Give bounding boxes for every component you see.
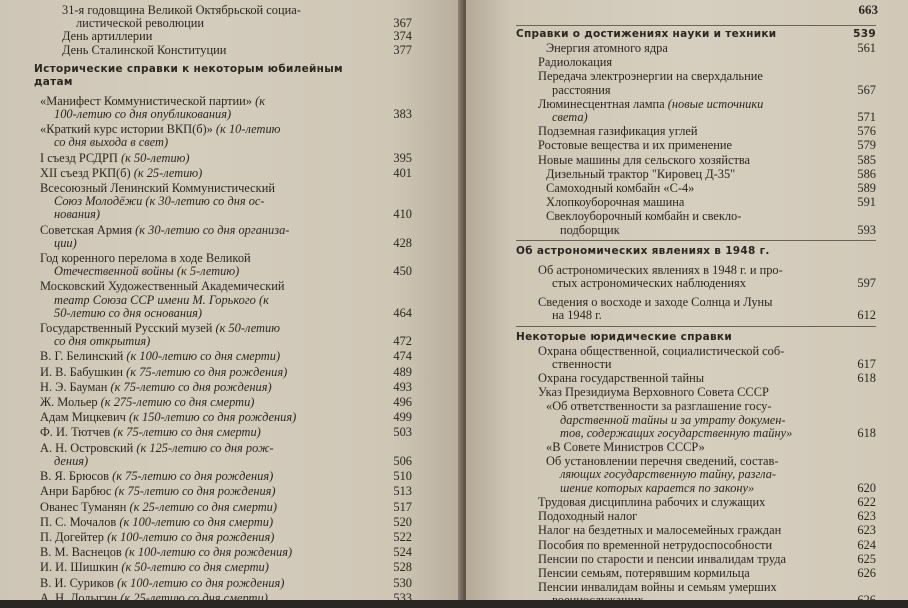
toc-entry-note: (к 75-летию со дня рождения)	[112, 469, 274, 484]
toc-entry-title: Всесоюзный Ленинский Коммунистический	[40, 181, 275, 196]
toc-entry-title: Подземная газификация углей	[538, 124, 698, 139]
toc-entry	[40, 501, 412, 514]
toc-entry-title: В. М. Васнецов (к 100-летию со дня рождения)	[40, 545, 293, 560]
toc-entry-note: (к 25-летию)	[133, 165, 203, 180]
toc-page-number: 464	[393, 305, 412, 320]
toc-page-number: 410	[393, 207, 412, 222]
toc-entry	[40, 531, 412, 544]
toc-entry-title: Пособия по временной нетрудоспособности	[538, 537, 773, 552]
toc-entry-continuation: со дня выхода в свет)	[54, 135, 169, 150]
toc-entry-note: (к 100-летию со дня смерти)	[126, 349, 281, 364]
toc-page-number: 493	[393, 379, 412, 394]
toc-entry	[516, 168, 876, 181]
toc-page-number: 517	[393, 499, 412, 514]
toc-entry-title: Н. Э. Бауман (к 75-летию со дня рождения)	[40, 379, 272, 394]
toc-entry-title: И. И. Шишкин (к 50-летию со дня смерти)	[40, 560, 269, 575]
toc-entry-title: Передача электроэнергии на сверхдальние	[538, 69, 763, 84]
toc-entry-title: XII съезд РКП(б) (к 25-летию)	[40, 165, 203, 180]
toc-entry-title: Радиолокация	[538, 55, 613, 70]
section-rule	[516, 326, 876, 327]
toc-entry-title: Указ Президиума Верховного Совета СССР	[538, 385, 769, 400]
toc-page-number: 367	[393, 16, 412, 31]
toc-entry-title: В. Я. Брюсов (к 75-летию со дня рождения)	[40, 469, 274, 484]
toc-entry-title: День артиллерии	[62, 29, 153, 44]
toc-entry-note: (к 50-летию	[215, 321, 280, 336]
toc-entry	[40, 30, 412, 43]
toc-entry-title: Ованес Туманян (к 25-летию со дня смерти)	[40, 499, 277, 514]
toc-entry-title: «Краткий курс истории ВКП(б)» (к 10-летию	[40, 122, 281, 137]
toc-page-number: 395	[393, 150, 412, 165]
toc-page-number: 472	[393, 334, 412, 349]
toc-entry	[40, 592, 412, 605]
toc-page-number: 533	[393, 590, 412, 605]
section-rule	[516, 240, 876, 241]
toc-page-number: 589	[857, 181, 876, 196]
toc-entry-continuation: ляющих государственную тайну, разгла-	[560, 467, 777, 482]
toc-entry	[516, 264, 876, 290]
toc-entry-continuation: подборщик	[560, 222, 620, 237]
section-heading	[516, 28, 876, 41]
toc-entry-title: Год коренного перелома в ходе Великой	[40, 251, 251, 266]
toc-entry-title: В. Г. Белинский (к 100-летию со дня смерти)	[40, 349, 281, 364]
toc-entry-continuation: 100-летию со дня опубликования)	[54, 107, 232, 122]
toc-entry	[516, 539, 876, 552]
toc-page-number: 383	[393, 107, 412, 122]
toc-page-number: 506	[393, 453, 412, 468]
toc-entry-continuation: расстояния	[552, 82, 611, 97]
toc-page-number: 618	[857, 371, 876, 386]
toc-page-number: 622	[857, 494, 876, 509]
toc-entry-title: Сведения о восходе и заходе Солнца и Луны	[538, 295, 773, 310]
toc-entry-continuation: 50-летию со дня основания)	[54, 305, 203, 320]
toc-entry-title: Свеклоуборочный комбайн и свекло-	[546, 209, 742, 224]
toc-entry	[516, 524, 876, 537]
toc-entry-title: 31-я годовщина Великой Октябрьской социа-	[62, 3, 301, 17]
toc-entry-note: (к 100-летию со дня рождения)	[107, 529, 275, 544]
toc-entry-continuation: со дня открытия)	[54, 334, 151, 349]
toc-entry	[516, 372, 876, 385]
toc-entry	[516, 567, 876, 580]
toc-page-number: 593	[857, 222, 876, 237]
toc-page-number: 626	[857, 565, 876, 580]
toc-entry-title: Государственный Русский музей (к 50-летию	[40, 321, 280, 336]
toc-entry-title: Пенсии инвалидам войны и семьям умерших	[538, 580, 777, 595]
section-heading: Об астрономических явлениях в 1948 г.	[516, 244, 770, 257]
toc-page-number: 450	[393, 264, 412, 279]
toc-entry	[516, 139, 876, 152]
toc-page-number: 489	[393, 364, 412, 379]
toc-entry-note: (к 125-летию со дня рож-	[136, 440, 274, 455]
toc-entry	[40, 4, 412, 30]
toc-page-number: 513	[393, 484, 412, 499]
toc-page-number: 617	[857, 356, 876, 371]
toc-entry-title: Подоходный налог	[538, 509, 638, 524]
toc-entry	[40, 44, 412, 57]
toc-page-number: 597	[857, 276, 876, 291]
toc-entry	[40, 366, 412, 379]
toc-entry	[516, 42, 876, 55]
toc-entry-continuation: Союз Молодёжи (к 30-летию со дня ос-	[54, 194, 265, 209]
toc-entry-title: Советская Армия (к 30-летию со дня организа-	[40, 222, 290, 237]
right-toc-column	[516, 22, 876, 608]
toc-entry	[40, 95, 412, 121]
toc-page-number: 377	[393, 42, 412, 57]
toc-entry-title: Охрана общественной, социалистической соб-	[538, 343, 785, 358]
left-toc-column	[34, 3, 412, 605]
toc-entry	[40, 167, 412, 180]
toc-entry-title: I съезд РСДРП (к 50-летию)	[40, 150, 190, 165]
toc-entry-note: (к 50-летию со дня смерти)	[121, 560, 269, 575]
toc-entry-title: А. Н. Лодыгин (к 25-летию со дня смерти)	[40, 590, 268, 605]
toc-entry	[40, 561, 412, 574]
toc-entry-note: (новые источники	[667, 96, 764, 111]
toc-entry-continuation: на 1948 г.	[552, 308, 602, 323]
toc-entry	[516, 70, 876, 96]
toc-page-number: 539	[853, 28, 876, 40]
toc-entry-continuation: тов, содержащих государственную тайну»	[560, 425, 793, 440]
toc-entry	[40, 411, 412, 424]
toc-entry	[40, 224, 412, 250]
toc-page-number: 499	[393, 410, 412, 425]
toc-entry	[40, 381, 412, 394]
toc-page-number: 626	[857, 593, 876, 608]
toc-entry-title: Дизельный трактор "Кировец Д-35"	[546, 166, 736, 181]
toc-page-number: 522	[393, 529, 412, 544]
toc-entry-note: (к 10-летию	[215, 122, 281, 137]
toc-entry-note: (к 275-летию со дня смерти)	[100, 395, 255, 410]
toc-entry-title: «В Совете Министров СССР»	[546, 440, 705, 455]
toc-entry-title: И. В. Бабушкин (к 75-летию со дня рождения)	[40, 364, 288, 379]
toc-entry-note: (к	[255, 93, 266, 108]
toc-entry-note: (к 50-летию)	[120, 150, 190, 165]
toc-page-number: 591	[857, 195, 876, 210]
toc-page-number: 576	[857, 124, 876, 139]
toc-page-number: 561	[857, 41, 876, 55]
toc-entry	[40, 322, 412, 348]
toc-entry-title: «Манифест Коммунистической партии» (к	[40, 93, 266, 108]
toc-entry-note: (к 100-летию со дня рождения)	[124, 545, 293, 560]
toc-entry	[40, 442, 412, 468]
toc-entry-note: (к 25-летию со дня смерти)	[120, 590, 268, 605]
toc-entry	[40, 152, 412, 165]
toc-entry-title: Об астрономических явлениях в 1948 г. и про-	[538, 262, 783, 277]
toc-entry	[40, 396, 412, 409]
toc-entry-continuation: листической революции	[76, 16, 205, 31]
toc-entry-note: (к 30-летию со дня организа-	[135, 222, 290, 237]
toc-entry-title: «Об ответственности за разглашение госу-	[546, 399, 772, 414]
toc-entry-title: Пенсии по старости и пенсии инвалидам труда	[538, 551, 787, 566]
toc-entry	[516, 154, 876, 167]
toc-entry-title: Адам Мицкевич (к 150-летию со дня рождения)	[40, 410, 297, 425]
toc-entry-note: (к 25-летию со дня смерти)	[129, 499, 277, 514]
toc-entry	[40, 470, 412, 483]
toc-entry	[516, 345, 876, 371]
right-page	[466, 0, 908, 608]
toc-entry	[516, 386, 876, 399]
toc-entry-note: (к 75-летию со дня рождения)	[126, 364, 288, 379]
toc-entry	[40, 280, 412, 320]
toc-entry-title: Охрана государственной тайны	[538, 371, 705, 386]
toc-entry-title: Энергия атомного ядра	[546, 41, 668, 55]
section-title: Справки о достижениях науки и техники	[516, 28, 777, 40]
toc-entry	[40, 546, 412, 559]
toc-entry	[516, 196, 876, 209]
toc-entry	[516, 510, 876, 523]
toc-page-number: 401	[393, 165, 412, 180]
toc-entry	[40, 350, 412, 363]
toc-entry-continuation: нования)	[54, 207, 101, 222]
toc-entry	[516, 455, 876, 495]
toc-entry-title: Самоходный комбайн «С-4»	[546, 181, 695, 196]
toc-entry-title: Московский Художественный Академический	[40, 279, 285, 294]
toc-entry	[516, 581, 876, 607]
toc-page-number: 530	[393, 575, 412, 590]
toc-page-number: 620	[857, 480, 876, 495]
toc-entry-note: (к 100-летию со дня рождения)	[117, 575, 285, 590]
toc-page-number: 567	[857, 82, 876, 97]
toc-entry-note: (к 100-летию со дня смерти)	[119, 514, 274, 529]
toc-page-number: 510	[393, 469, 412, 484]
toc-entry	[40, 516, 412, 529]
toc-entry-continuation: театр Союза ССР имени М. Горького (к	[54, 292, 269, 307]
toc-entry	[40, 182, 412, 222]
toc-page-number: 623	[857, 509, 876, 524]
toc-entry	[516, 125, 876, 138]
toc-page-number: 524	[393, 545, 412, 560]
toc-entry-continuation: шение которых карается по закону»	[560, 480, 755, 495]
toc-entry	[40, 485, 412, 498]
toc-entry-title: День Сталинской Конституции	[62, 42, 227, 57]
toc-entry-title: Трудовая дисциплина рабочих и служащих	[538, 494, 766, 509]
toc-entry	[516, 56, 876, 69]
toc-entry-title: Пенсии семьям, потерявшим кормильца	[538, 565, 750, 580]
toc-page-number: 528	[393, 560, 412, 575]
toc-entry	[516, 553, 876, 566]
toc-page-number: 585	[857, 152, 876, 167]
toc-entry-title: В. И. Суриков (к 100-летию со дня рождения)	[40, 575, 285, 590]
toc-entry	[516, 441, 876, 454]
toc-entry-continuation: военнослужащих	[552, 593, 644, 608]
toc-page-number: 496	[393, 395, 412, 410]
toc-entry	[40, 426, 412, 439]
toc-page-number: 520	[393, 514, 412, 529]
toc-entry-continuation: Отечественной войны (к 5-летию)	[54, 264, 240, 279]
toc-entry-continuation: стых астрономических наблюдениях	[552, 276, 746, 291]
toc-entry-title: П. С. Мочалов (к 100-летию со дня смерти)	[40, 514, 274, 529]
toc-entry	[516, 210, 876, 236]
toc-entry-continuation: света)	[552, 110, 588, 125]
toc-entry	[516, 400, 876, 440]
section-heading: Некоторые юридические справки	[516, 330, 732, 343]
toc-entry-continuation: ции)	[54, 235, 77, 250]
toc-page-number: 503	[393, 425, 412, 440]
toc-entry-title: Хлопкоуборочная машина	[546, 195, 685, 210]
toc-page-number: 571	[857, 110, 876, 125]
toc-entry-note: (к 150-летию со дня рождения)	[129, 410, 297, 425]
toc-entry	[40, 577, 412, 590]
toc-page-number: 374	[393, 29, 412, 44]
toc-entry-continuation: дения)	[54, 453, 89, 468]
toc-entry	[516, 98, 876, 124]
toc-page-number: 428	[393, 235, 412, 250]
toc-entry-continuation: ственности	[552, 356, 612, 371]
toc-entry	[516, 182, 876, 195]
toc-entry-title: Анри Барбюс (к 75-летию со дня рождения)	[40, 484, 276, 499]
toc-entry-note: (к 75-летию со дня рождения)	[114, 484, 276, 499]
toc-entry-title: Новые машины для сельского хозяйства	[538, 152, 751, 167]
toc-page-number: 624	[857, 537, 876, 552]
toc-page-number: 623	[857, 523, 876, 538]
toc-entry-title: Налог на бездетных и малосемейных граждан	[538, 523, 782, 538]
section-rule	[516, 25, 876, 26]
toc-entry-note: (к 75-летию со дня смерти)	[113, 425, 261, 440]
toc-entry-title: П. Догейтер (к 100-летию со дня рождения)	[40, 529, 275, 544]
toc-entry-title: А. Н. Островский (к 125-летию со дня рож-	[40, 440, 274, 455]
toc-entry	[516, 296, 876, 322]
toc-page-number: 612	[857, 308, 876, 323]
toc-entry-title: Люминесцентная лампа (новые источники	[538, 96, 764, 111]
toc-entry	[40, 252, 412, 278]
toc-page-number: 618	[857, 425, 876, 440]
page-number: 663	[858, 2, 878, 17]
toc-entry	[516, 496, 876, 509]
toc-page-number: 474	[393, 349, 412, 364]
section-heading: Исторические справки к некоторым юбилейным датам	[34, 62, 343, 88]
toc-entry-title: Ф. И. Тютчев (к 75-летию со дня смерти)	[40, 425, 261, 440]
toc-entry-title: Ж. Мольер (к 275-летию со дня смерти)	[40, 395, 255, 410]
toc-page-number: 579	[857, 138, 876, 153]
toc-entry-note: (к 75-летию со дня рождения)	[110, 379, 272, 394]
toc-entry	[40, 123, 412, 149]
toc-page-number: 586	[857, 166, 876, 181]
toc-entry-continuation: дарственной тайны и за утрату докумен-	[560, 412, 786, 427]
toc-entry-title: Об установлении перечня сведений, состав-	[546, 454, 779, 469]
toc-page-number: 625	[857, 551, 876, 566]
toc-entry-title: Ростовые вещества и их применение	[538, 138, 732, 153]
